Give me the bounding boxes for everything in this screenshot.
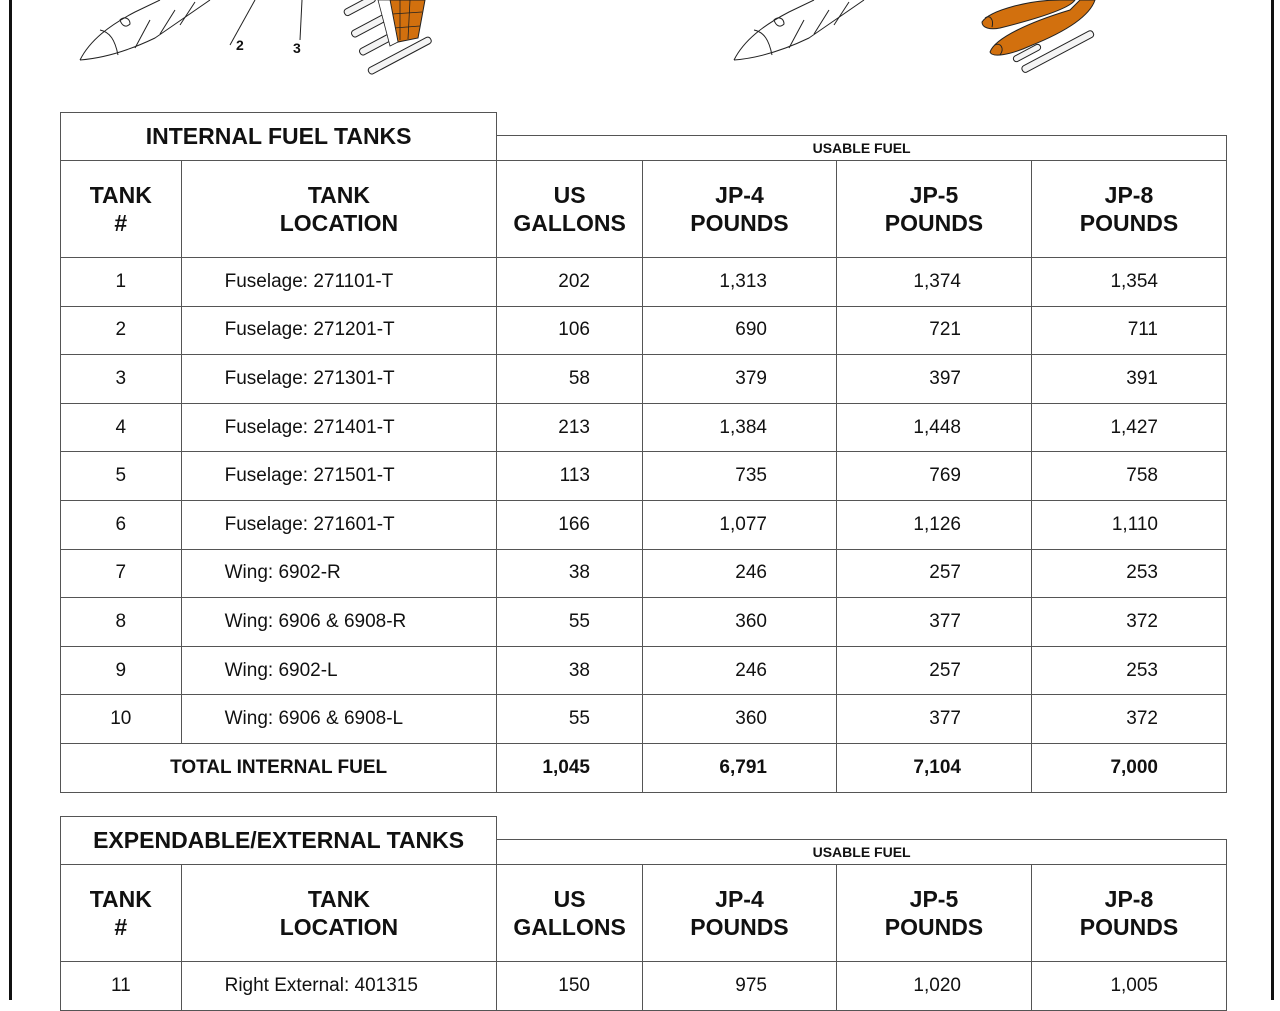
- header-us-gallons: US GALLONS: [497, 161, 643, 258]
- callout-label: 3: [293, 40, 301, 56]
- us-gallons-cell: 166: [497, 500, 643, 549]
- jp4-pounds-cell: 360: [642, 598, 836, 647]
- tank-location-cell: Fuselage: 271301-T: [181, 355, 497, 404]
- table-row: [61, 598, 1227, 647]
- jp5-pounds-cell: 1,126: [836, 500, 1031, 549]
- usable-fuel-label: USABLE FUEL: [497, 839, 1227, 864]
- table-row: [61, 500, 1227, 549]
- total-jp5: 7,104: [836, 743, 1031, 792]
- jp5-pounds-cell: 397: [836, 355, 1031, 404]
- jp5-pounds-cell: 1,374: [836, 258, 1031, 307]
- jp8-pounds-cell: 391: [1031, 355, 1226, 404]
- us-gallons-cell: 202: [497, 258, 643, 307]
- header-tank-number: TANK #: [61, 865, 182, 962]
- total-row: [61, 743, 1227, 792]
- internal-fuel-tanks-table: [60, 112, 1227, 793]
- tank-number-cell: 7: [61, 549, 182, 598]
- jp4-pounds-cell: 690: [642, 306, 836, 355]
- total-gallons: 1,045: [497, 743, 643, 792]
- tank-location-cell: Fuselage: 271601-T: [181, 500, 497, 549]
- tank-number-cell: 3: [61, 355, 182, 404]
- jp4-pounds-cell: 246: [642, 549, 836, 598]
- table-title: INTERNAL FUEL TANKS: [61, 113, 497, 161]
- header-jp5-pounds: JP-5 POUNDS: [836, 865, 1031, 962]
- tank-number-cell: 10: [61, 695, 182, 744]
- header-jp4-pounds: JP-4 POUNDS: [642, 161, 836, 258]
- tank-number-cell: 2: [61, 306, 182, 355]
- tank-location-cell: Fuselage: 271101-T: [181, 258, 497, 307]
- jp4-pounds-cell: 1,077: [642, 500, 836, 549]
- external-fuel-tanks-table: [60, 816, 1227, 1011]
- header-jp4-pounds: JP-4 POUNDS: [642, 865, 836, 962]
- jp5-pounds-cell: 769: [836, 452, 1031, 501]
- jp4-pounds-cell: 975: [642, 962, 836, 1011]
- us-gallons-cell: 213: [497, 403, 643, 452]
- jp8-pounds-cell: 1,005: [1031, 962, 1226, 1011]
- jp5-pounds-cell: 377: [836, 695, 1031, 744]
- table-row: [61, 355, 1227, 404]
- total-jp4: 6,791: [642, 743, 836, 792]
- us-gallons-cell: 113: [497, 452, 643, 501]
- jp4-pounds-cell: 1,384: [642, 403, 836, 452]
- table-title: EXPENDABLE/EXTERNAL TANKS: [61, 817, 497, 865]
- header-us-gallons: US GALLONS: [497, 865, 643, 962]
- us-gallons-cell: 38: [497, 646, 643, 695]
- column-header-row: [61, 161, 1227, 258]
- tank-location-cell: Fuselage: 271401-T: [181, 403, 497, 452]
- jp4-pounds-cell: 360: [642, 695, 836, 744]
- jp8-pounds-cell: 1,354: [1031, 258, 1226, 307]
- callout-leader-3: [300, 0, 302, 40]
- jp8-pounds-cell: 253: [1031, 646, 1226, 695]
- tank-location-cell: Wing: 6906 & 6908-R: [181, 598, 497, 647]
- total-jp8: 7,000: [1031, 743, 1226, 792]
- tank-location-cell: Fuselage: 271501-T: [181, 452, 497, 501]
- jp4-pounds-cell: 735: [642, 452, 836, 501]
- us-gallons-cell: 106: [497, 306, 643, 355]
- tank-location-cell: Right External: 401315: [181, 962, 497, 1011]
- tank-number-cell: 11: [61, 962, 182, 1011]
- jp5-pounds-cell: 257: [836, 646, 1031, 695]
- table-row: [61, 646, 1227, 695]
- jp4-pounds-cell: 379: [642, 355, 836, 404]
- jp8-pounds-cell: 1,427: [1031, 403, 1226, 452]
- tank-number-cell: 1: [61, 258, 182, 307]
- tank-location-cell: Wing: 6902-L: [181, 646, 497, 695]
- usable-fuel-label: USABLE FUEL: [497, 135, 1227, 160]
- header-jp5-pounds: JP-5 POUNDS: [836, 161, 1031, 258]
- us-gallons-cell: 55: [497, 695, 643, 744]
- table-row: [61, 695, 1227, 744]
- jp8-pounds-cell: 711: [1031, 306, 1226, 355]
- total-label: TOTAL INTERNAL FUEL: [61, 743, 497, 792]
- header-tank-location: TANK LOCATION: [181, 161, 497, 258]
- jp5-pounds-cell: 377: [836, 598, 1031, 647]
- jp4-pounds-cell: 1,313: [642, 258, 836, 307]
- tank-location-cell: Wing: 6902-R: [181, 549, 497, 598]
- tank-number-cell: 4: [61, 403, 182, 452]
- header-tank-location: TANK LOCATION: [181, 865, 497, 962]
- jp4-pounds-cell: 246: [642, 646, 836, 695]
- table-row: [61, 549, 1227, 598]
- jp5-pounds-cell: 257: [836, 549, 1031, 598]
- jp8-pounds-cell: 758: [1031, 452, 1226, 501]
- tank-number-cell: 6: [61, 500, 182, 549]
- tank-location-cell: Wing: 6906 & 6908-L: [181, 695, 497, 744]
- tank-number-cell: 5: [61, 452, 182, 501]
- external-tanks-illustration: [700, 0, 1150, 75]
- table-row: [61, 258, 1227, 307]
- header-tank-number: TANK #: [61, 161, 182, 258]
- jp8-pounds-cell: 372: [1031, 695, 1226, 744]
- table-row: [61, 306, 1227, 355]
- header-jp8-pounds: JP-8 POUNDS: [1031, 865, 1226, 962]
- tank-location-cell: Fuselage: 271201-T: [181, 306, 497, 355]
- jp8-pounds-cell: 253: [1031, 549, 1226, 598]
- header-jp8-pounds: JP-8 POUNDS: [1031, 161, 1226, 258]
- us-gallons-cell: 150: [497, 962, 643, 1011]
- tank-number-cell: 9: [61, 646, 182, 695]
- jp5-pounds-cell: 721: [836, 306, 1031, 355]
- internal-tanks-illustration: [60, 0, 480, 75]
- jp8-pounds-cell: 372: [1031, 598, 1226, 647]
- callout-label: 2: [236, 37, 244, 53]
- page-frame-left: [9, 0, 12, 1000]
- header-spacer: [497, 817, 1227, 840]
- us-gallons-cell: 58: [497, 355, 643, 404]
- jp5-pounds-cell: 1,020: [836, 962, 1031, 1011]
- table-row: [61, 962, 1227, 1011]
- column-header-row: [61, 865, 1227, 962]
- us-gallons-cell: 55: [497, 598, 643, 647]
- page-frame-right: [1271, 0, 1274, 1000]
- us-gallons-cell: 38: [497, 549, 643, 598]
- header-spacer: [497, 113, 1227, 136]
- jp8-pounds-cell: 1,110: [1031, 500, 1226, 549]
- table-row: [61, 403, 1227, 452]
- jp5-pounds-cell: 1,448: [836, 403, 1031, 452]
- aircraft-nose-outline: [80, 0, 160, 60]
- table-row: [61, 452, 1227, 501]
- tank-number-cell: 8: [61, 598, 182, 647]
